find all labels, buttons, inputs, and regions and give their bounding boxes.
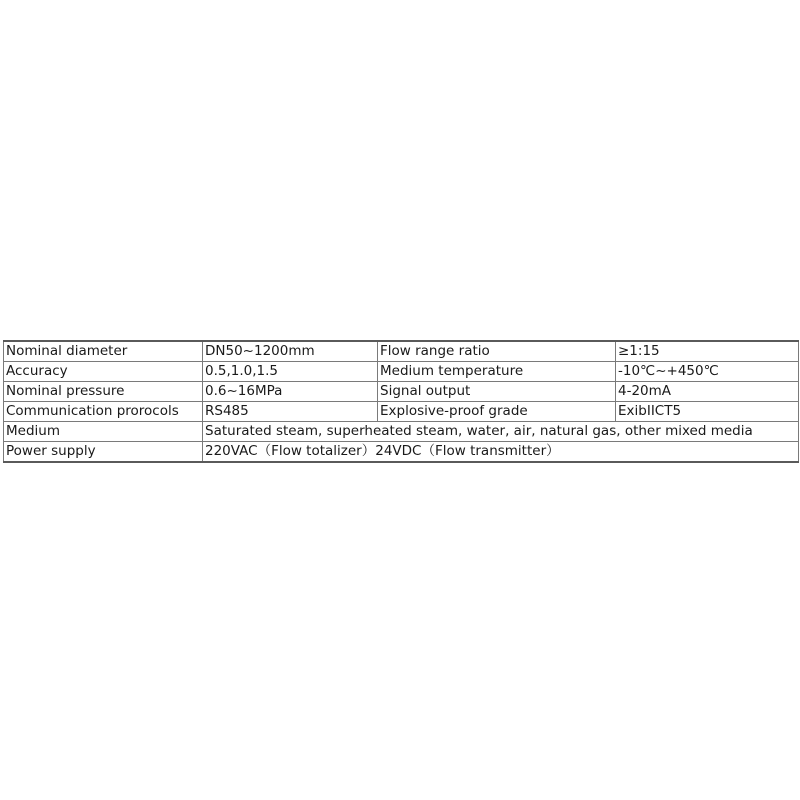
param-value: 0.6~16MPa: [203, 382, 378, 402]
param-value: -10℃~+450℃: [616, 362, 799, 382]
param-value: 4-20mA: [616, 382, 799, 402]
spec-table-container: [3, 340, 798, 463]
param-label: Communication prorocols: [4, 402, 203, 422]
table-row: [4, 362, 799, 382]
param-label: Power supply: [4, 442, 203, 463]
param-label: Flow range ratio: [378, 341, 616, 362]
table-row: [4, 402, 799, 422]
param-label: Medium: [4, 422, 203, 442]
param-label: Nominal pressure: [4, 382, 203, 402]
param-label: Explosive-proof grade: [378, 402, 616, 422]
table-row: [4, 382, 799, 402]
param-label: Signal output: [378, 382, 616, 402]
param-value: ExibIICT5: [616, 402, 799, 422]
param-label: Accuracy: [4, 362, 203, 382]
param-value: RS485: [203, 402, 378, 422]
param-label: Medium temperature: [378, 362, 616, 382]
spec-table: [3, 340, 799, 463]
param-value: 220VAC（Flow totalizer）24VDC（Flow transmitter）: [203, 442, 799, 463]
table-row: [4, 341, 799, 362]
param-value: Saturated steam, superheated steam, water, air, natural gas, other mixed media: [203, 422, 799, 442]
param-label: Nominal diameter: [4, 341, 203, 362]
param-value: DN50~1200mm: [203, 341, 378, 362]
table-row: [4, 422, 799, 442]
param-value: 0.5,1.0,1.5: [203, 362, 378, 382]
param-value: ≥1:15: [616, 341, 799, 362]
table-row: [4, 442, 799, 463]
